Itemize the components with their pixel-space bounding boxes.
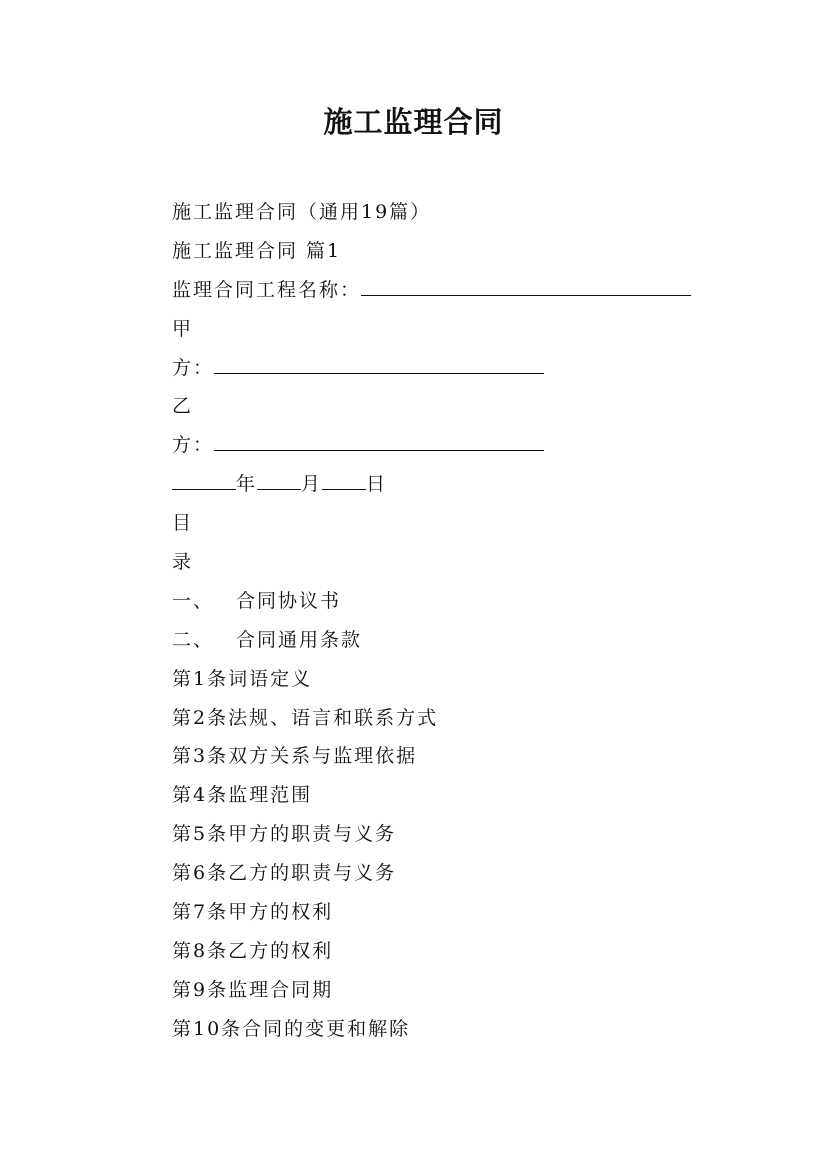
year-label: 年 xyxy=(236,473,258,496)
document-title: 施工监理合同 xyxy=(323,105,504,139)
toc-item-number: 一、 xyxy=(172,589,215,612)
article-item: 第10条合同的变更和解除 xyxy=(172,1017,411,1040)
article-item: 第8条乙方的权利 xyxy=(172,939,334,962)
party-b-line xyxy=(172,426,732,465)
month-blank xyxy=(257,471,301,490)
party-a-blank xyxy=(214,355,544,374)
toc-item-number: 二、 xyxy=(172,628,215,651)
article-item: 第4条监理范围 xyxy=(172,784,313,807)
project-name-label: 监理合同工程名称： xyxy=(172,278,362,301)
day-blank xyxy=(322,471,366,490)
toc-heading-char2: 录 xyxy=(172,551,194,574)
article-item: 第6条乙方的职责与义务 xyxy=(172,862,397,885)
party-b-label: 方： xyxy=(172,434,215,457)
document-body xyxy=(172,193,732,1049)
toc-heading-char1: 目 xyxy=(172,512,194,535)
project-name-line xyxy=(172,271,732,310)
article-item: 第1条词语定义 xyxy=(172,667,313,690)
month-label: 月 xyxy=(301,473,323,496)
article-item: 第2条法规、语言和联系方式 xyxy=(172,706,439,729)
article-item: 第7条甲方的权利 xyxy=(172,901,334,924)
toc-item xyxy=(172,621,732,660)
day-label: 日 xyxy=(366,473,388,496)
party-a-line xyxy=(172,349,732,388)
party-b-char: 乙 xyxy=(172,395,194,418)
year-blank xyxy=(172,471,236,490)
document-subtitle: 施工监理合同（通用19篇） xyxy=(172,201,432,223)
toc-item-text: 合同通用条款 xyxy=(236,628,363,651)
part-heading: 施工监理合同 篇1 xyxy=(172,239,342,262)
party-b-blank xyxy=(214,432,544,451)
article-item: 第9条监理合同期 xyxy=(172,978,334,1001)
article-item: 第5条甲方的职责与义务 xyxy=(172,823,397,846)
project-name-blank xyxy=(361,277,691,296)
party-a-char: 甲 xyxy=(172,317,194,340)
date-line xyxy=(172,465,732,504)
toc-item xyxy=(172,582,732,621)
party-a-label: 方： xyxy=(172,356,215,379)
article-item: 第3条双方关系与监理依据 xyxy=(172,745,418,768)
toc-item-text: 合同协议书 xyxy=(236,589,342,612)
